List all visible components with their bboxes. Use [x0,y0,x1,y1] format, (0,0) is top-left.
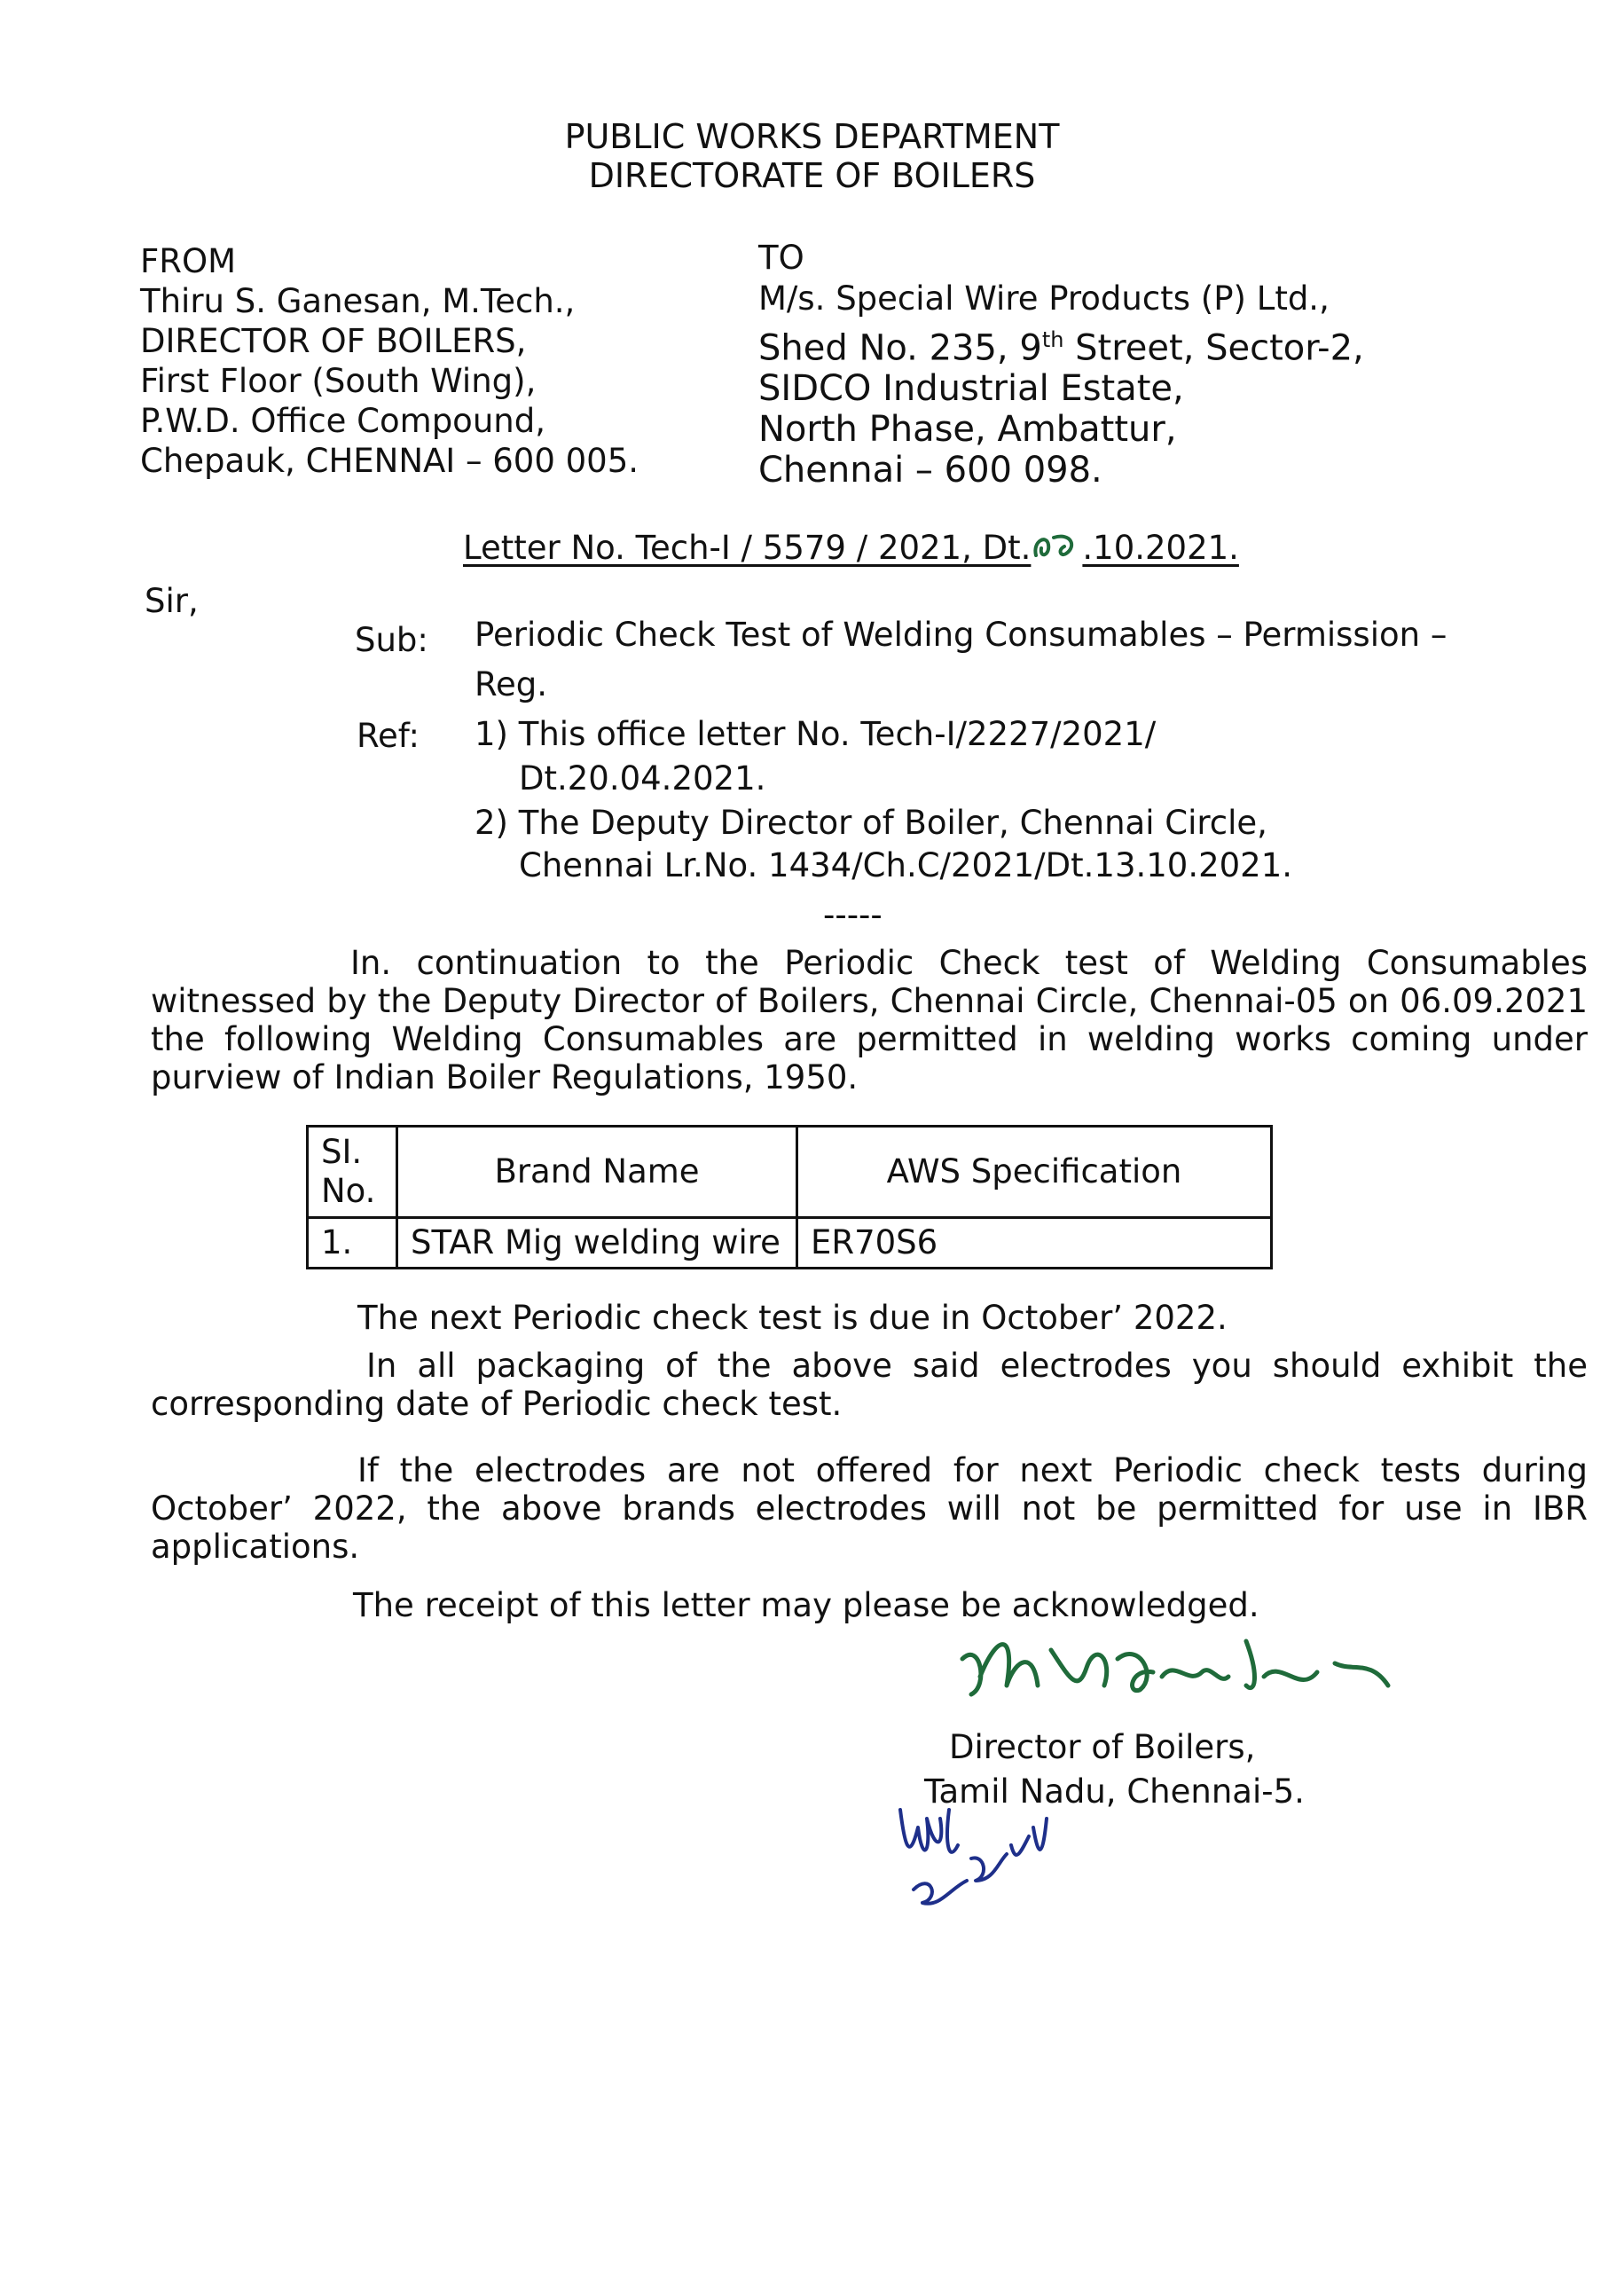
paragraph-line: corresponding date of Periodic check test. [151,1385,843,1423]
to-block [758,238,1364,491]
to-line: SIDCO Industrial Estate, [758,368,1184,410]
header-sl-text: SI. [321,1132,363,1171]
to-line: North Phase, Ambattur, [758,409,1177,451]
directorate-heading: DIRECTORATE OF BOILERS [588,156,1036,195]
salutation: Sir, [145,582,199,620]
letter-number-prefix: Letter No. Tech-I / 5579 / 2021, Dt. [463,529,1032,567]
from-label: FROM [140,242,237,280]
cell-aws-specification: ER70S6 [797,1218,1272,1269]
from-line: First Floor (South Wing), [140,362,537,400]
permission-paragraph [151,1451,1588,1566]
paragraph-line: the following Welding Consumables are permitted in welding works coming under [151,1020,1588,1058]
paragraph-line: October’ 2022, the above brands electrodes will not be permitted for use in IBR [151,1489,1588,1528]
signatory-location: Tamil Nadu, Chennai-5. [924,1772,1305,1811]
ref-line: 1) This office letter No. Tech-I/2227/2021/ [475,715,1157,753]
subject-line: Periodic Check Test of Welding Consumables – Permission – [475,616,1447,654]
to-line: M/s. Special Wire Products (P) Ltd., [758,279,1330,318]
ref-line: Dt.20.04.2021. [519,759,766,798]
continuation-paragraph [151,944,1588,1096]
packaging-paragraph [151,1347,1588,1423]
signatory-designation: Director of Boilers, [949,1728,1256,1766]
ref-line: 2) The Deputy Director of Boiler, Chennai Circle, [475,804,1267,842]
cell-brand-name: STAR Mig welding wire [397,1218,797,1269]
cell-sl-no: 1. [308,1218,397,1269]
header-no-text: No. [321,1172,376,1210]
letter-number [463,529,1239,568]
letter-number-suffix: .10.2021. [1082,529,1239,567]
from-block [140,241,639,481]
to-line2-sup: th [1041,327,1064,352]
to-line: Chennai – 600 098. [758,450,1102,491]
director-signature [953,1623,1415,1721]
subject-label: Sub: [355,621,428,659]
from-line: Chepauk, CHENNAI – 600 005. [140,442,639,480]
to-line2-post: Street, Sector-2, [1063,327,1364,369]
from-line: P.W.D. Office Compound, [140,402,545,440]
table-header-row [308,1127,1272,1218]
header-brand-name: Brand Name [397,1127,797,1218]
ref-label: Ref: [357,717,420,755]
to-label: TO [758,239,804,277]
paragraph-line: witnessed by the Deputy Director of Boilers, Chennai Circle, Chennai-05 on 06.09.2021 [151,982,1588,1020]
paragraph-line: If the electrodes are not offered for next Periodic check tests during [357,1451,1588,1489]
to-line [758,319,1364,368]
ref-line: Chennai Lr.No. 1434/Ch.C/2021/Dt.13.10.2021. [519,846,1293,884]
from-line: DIRECTOR OF BOILERS, [140,322,527,360]
to-line2-pre: Shed No. 235, 9 [758,327,1042,369]
initials-mark [887,1792,1064,1925]
table-row [308,1218,1272,1269]
paragraph-line: purview of Indian Boiler Regulations, 1950. [151,1058,859,1096]
separator: ----- [823,896,883,934]
from-line: Thiru S. Ganesan, M.Tech., [140,282,576,320]
paragraph-line: In. continuation to the Periodic Check test of Welding Consumables [350,944,1588,982]
next-check-paragraph: The next Periodic check test is due in October’ 2022. [357,1299,1228,1337]
department-heading: PUBLIC WORKS DEPARTMENT [564,117,1060,156]
subject-line: Reg. [475,665,548,703]
paragraph-line: In all packaging of the above said electrodes you should exhibit the [366,1347,1588,1385]
header-aws-specification: AWS Specification [797,1127,1272,1218]
header-sl-no [308,1127,397,1218]
handwritten-date-mark [1031,529,1082,564]
welding-consumables-table [306,1125,1273,1269]
paragraph-line: applications. [151,1528,360,1566]
acknowledgement-paragraph: The receipt of this letter may please be acknowledged. [353,1586,1259,1624]
